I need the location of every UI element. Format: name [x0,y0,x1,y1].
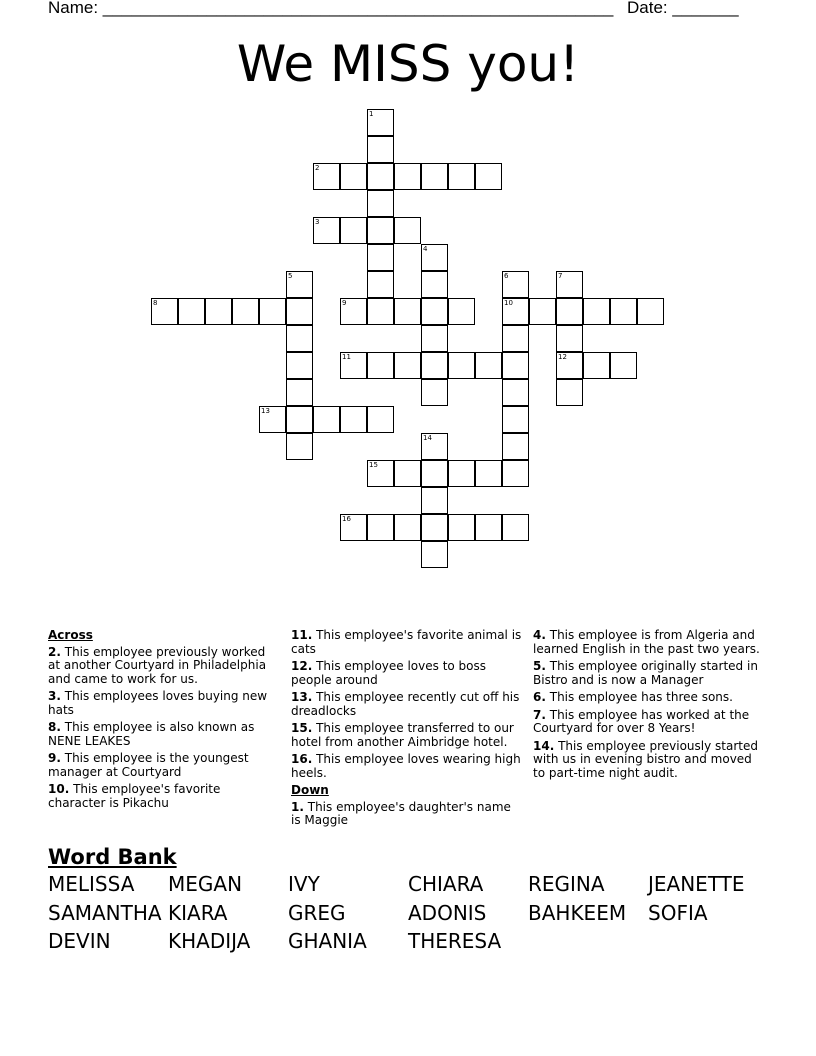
clue-number: 11 [342,353,351,361]
clue-across-3: 3. This employees loves buying new hats [48,689,268,717]
name-field[interactable]: Name: ______________________________________________________ [48,0,614,17]
word-bank-item: SOFIA [648,900,708,925]
clue-across-8: 8. This employee is also known as NENE LEAKES [48,720,255,748]
crossword-cell[interactable] [502,406,529,433]
clue-across-9: 9. This employee is the youngest manager at Courtyard [48,751,249,779]
crossword-cell[interactable] [340,163,367,190]
word-bank-item: GHANIA [288,929,367,953]
crossword-cell[interactable] [367,298,394,325]
crossword-cell[interactable] [556,325,583,352]
crossword-cell[interactable] [502,433,529,460]
clue-across-11: 11. This employee's favorite animal is cats [291,628,522,656]
crossword-cell[interactable] [637,298,664,325]
word-bank-item: BAHKEEM [528,900,627,925]
crossword-cell[interactable] [475,163,502,190]
word-bank-item: ADONIS [408,900,487,925]
clue-number: 14 [423,434,432,442]
clue-number: 10 [504,299,513,307]
clue-number: 6 [504,272,509,280]
crossword-cell[interactable] [421,379,448,406]
crossword-cell[interactable] [394,352,421,379]
crossword-cell[interactable] [610,352,637,379]
crossword-cell[interactable] [286,406,313,433]
crossword-cell[interactable] [448,163,475,190]
crossword-cell[interactable] [610,298,637,325]
crossword-cell[interactable] [448,514,475,541]
crossword-cell[interactable] [421,487,448,514]
crossword-cell[interactable] [448,352,475,379]
clue-number: 15 [369,461,378,469]
crossword-cell[interactable] [367,136,394,163]
clue-number: 8 [153,299,158,307]
crossword-cell[interactable] [421,541,448,568]
clue-across-16: 16. This employee loves wearing high heels. [291,752,521,780]
word-bank-item: CHIARA [408,872,484,896]
clue-number: 3 [315,218,320,226]
crossword-cell[interactable] [502,352,529,379]
clues-column-3 [533,629,765,784]
crossword-cell[interactable] [340,406,367,433]
clue-across-15: 15. This employee transferred to our hotel from another Aimbridge hotel. [291,721,514,749]
crossword-cell[interactable] [421,271,448,298]
word-bank-item: JEANETTE [648,872,745,896]
clue-across-10: 10. This employee's favorite character is Pikachu [48,782,221,810]
clue-down-4: 4. This employee is from Algeria and learned English in the past two years. [533,628,760,656]
crossword-cell[interactable] [556,298,583,325]
crossword-cell[interactable] [313,406,340,433]
crossword-cell[interactable] [367,244,394,271]
clue-down-14: 14. This employee previously started with us in evening bistro and moved to part-time night audit. [533,738,758,780]
crossword-cell[interactable] [367,352,394,379]
crossword-cell[interactable] [421,298,448,325]
clue-number: 5 [288,272,293,280]
crossword-cell[interactable] [286,379,313,406]
word-bank-item: KHADIJA [168,929,251,953]
date-field[interactable]: Date: _______ [627,0,739,17]
down-heading: Down [291,783,329,797]
crossword-cell[interactable] [448,298,475,325]
clue-number: 2 [315,164,320,172]
page-title: We MISS you! [236,35,580,93]
crossword-cell[interactable] [259,298,286,325]
crossword-cell[interactable] [286,325,313,352]
crossword-cell[interactable] [448,460,475,487]
crossword-cell[interactable] [286,298,313,325]
crossword-cell[interactable] [421,352,448,379]
clue-down-6: 6. This employee has three sons. [533,690,733,704]
clues-column-1 [48,629,276,814]
across-heading: Across [48,628,93,642]
word-bank-item: DEVIN [48,929,111,953]
crossword-cell[interactable] [367,190,394,217]
crossword-cell[interactable] [502,379,529,406]
clue-down-1: 1. This employee's daughter's name is Maggie [291,799,511,827]
clue-number: 16 [342,515,351,523]
crossword-cell[interactable] [367,163,394,190]
crossword-cell[interactable] [394,514,421,541]
crossword-cell[interactable] [394,163,421,190]
crossword-cell[interactable] [421,163,448,190]
clue-number: 1 [369,110,374,118]
crossword-cell[interactable] [394,217,421,244]
word-bank-item: KIARA [168,900,228,925]
crossword-cell[interactable] [286,352,313,379]
crossword-cell[interactable] [205,298,232,325]
crossword-cell[interactable] [475,460,502,487]
crossword-cell[interactable] [367,271,394,298]
crossword-cell[interactable] [394,298,421,325]
crossword-cell[interactable] [502,325,529,352]
crossword-cell[interactable] [421,460,448,487]
word-bank-item: MELISSA [48,872,135,896]
clue-number: 12 [558,353,567,361]
clues-column-2 [291,629,523,832]
clue-down-5: 5. This employee originally started in Bistro and is now a Manager [533,659,758,687]
crossword-cell[interactable] [556,379,583,406]
crossword-cell[interactable] [502,514,529,541]
clue-across-12: 12. This employee loves to boss people around [291,659,487,687]
word-bank-item: GREG [288,900,346,925]
clue-across-13: 13. This employee recently cut off his dreadlocks [291,690,520,718]
clue-number: 7 [558,272,563,280]
crossword-cell[interactable] [340,217,367,244]
crossword-cell[interactable] [178,298,205,325]
word-bank-item: SAMANTHA [48,900,162,925]
crossword-cell[interactable] [583,352,610,379]
crossword-cell[interactable] [475,514,502,541]
crossword-cell[interactable] [286,433,313,460]
crossword-cell[interactable] [394,460,421,487]
word-bank-item: THERESA [408,929,502,953]
clue-number: 13 [261,407,270,415]
clue-number: 9 [342,299,347,307]
word-bank-item: IVY [288,872,320,896]
word-bank-item: REGINA [528,872,605,896]
crossword-cell[interactable] [367,217,394,244]
crossword-cell[interactable] [232,298,259,325]
crossword-cell[interactable] [367,406,394,433]
clue-number: 4 [423,245,428,253]
crossword-cell[interactable] [421,514,448,541]
clue-across-2: 2. This employee previously worked at another Courtyard in Philadelphia and came to work for us. [48,644,267,686]
crossword-cell[interactable] [475,352,502,379]
clue-down-7: 7. This employee has worked at the Courtyard for over 8 Years! [533,707,750,735]
crossword-cell[interactable] [583,298,610,325]
crossword-cell[interactable] [502,460,529,487]
crossword-cell[interactable] [529,298,556,325]
crossword-cell[interactable] [367,514,394,541]
crossword-cell[interactable] [421,325,448,352]
word-bank-heading: Word Bank [48,845,177,869]
word-bank-item: MEGAN [168,872,243,896]
